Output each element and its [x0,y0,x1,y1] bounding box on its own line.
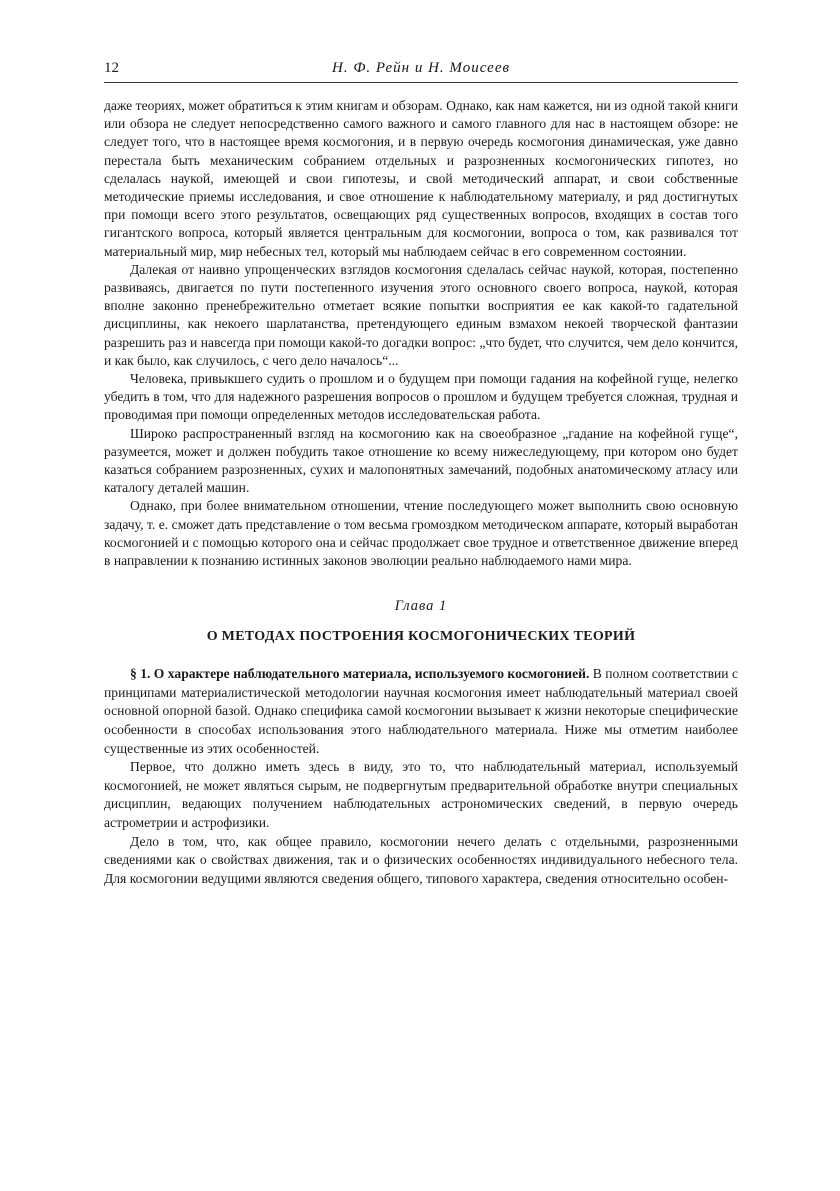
paragraph: Первое, что должно иметь здесь в виду, это то, что наблюдательный материал, используемый космогонией, не может являться сырым, не подвергнутым предварительной обработке внутри специальных дисциплин, ведающих получением наблюдательных астрономических сведений, в первую очередь астрометрии и астрофизики. [104,759,738,831]
page-number: 12 [104,60,119,76]
section-paragraph-text: В полном соответствии с принципами материалистической методологии научная космогония имеет наблюдательный материал своей основной опорной базой. Однако специфика самой космогонии вызывает к жизни некоторые специфические особенности в способах использования этого наблюдательного материала. Ниже мы отметим наиболее существенные из этих особенностей. [104,666,738,756]
paragraph: Человека, привыкшего судить о прошлом и о будущем при помощи гадания на кофейной гуще, нелегко убедить в том, что для надежного разрешения вопросов о прошлом и будущем требуется сложная, трудная и проводимая при помощи определенных методов исследовательская работа. [104,371,738,423]
paragraph: Дело в том, что, как общее правило, космогонии нечего делать с отдельными, разрозненными сведениями как о свойствах движения, так и о физических особенностях индивидуального небесного тела. Для космогонии ведущими являются сведения общего, типового характера, сведения относительно особен- [104,833,738,886]
running-head [104,56,738,83]
chapter-label: Глава 1 [394,598,448,615]
paragraph: Далекая от наивно упрощенческих взглядов космогония сделалась сейчас наукой, которая, постепенно развиваясь, двигается по пути постепенного изучения этого основного своего вопроса, наукой, которая вполне законно пренебрежительно отметает всякие попытки восприятия ее как какой-то гадательной дисциплины, как некоего шарлатанства, претендующего единым взмахом некоей творческой фантазии разрешить раз и навсегда при помощи какой-то догадки вопрос: „что будет, что случится, чем дело кончится, и как было, как случилось, с чего дело началось“... [104,261,738,368]
body-text [104,97,738,570]
paragraph: даже теориях, может обратиться к этим книгам и обзорам. Однако, как нам кажется, ни из одной такой книги или обзора не следует непосредственно самого важного и самого главного для нас в настоящем обзоре: не следует того, что в настоящее время космогония, и в первую очередь космогония динамическая, уже давно перестала быть механическим собранием отдельных и разрозненных космогонических гипотез, но сделалась наукой, имеющей и свои гипотезы, и свой методический аппарат, и свои собственные методические приемы исследования, и свое отношение к наблюдательному материалу, и ряд достигнутых при помощи всего этого результатов, освещающих ряд существенных вопросов, входящих в состав того гигантского вопроса, который является центральным для космогонии, вопроса о том, как развивался тот материальный мир, мир небесных тел, который мы наблюдаем сейчас в его современном состоянии. [104,98,738,259]
paragraph: Однако, при более внимательном отношении, чтение последующего может выполнить свою основную задачу, т. е. сможет дать представление о том весьма громоздком методическом аппарате, который выработан космогонией и с помощью которого она и сейчас продолжает свое трудное и ответственное движение вперед в направлении к познанию истинных законов эволюции реально наблюдаемого нами мира. [104,498,738,569]
section-text [104,665,738,888]
paragraph: Широко распространенный взгляд на космогонию как на своеобразное „гадание на кофейной гуще“, разумеется, может и должен побудить такое отношение ко всему нижеследующему, при котором оно будет казаться собранием разрозненных, сухих и малопонятных замечаний, подобных анатомическому атласу или каталогу деталей машин. [104,425,738,496]
page [104,56,738,888]
chapter-title: О МЕТОДАХ ПОСТРОЕНИЯ КОСМОГОНИЧЕСКИХ ТЕОРИЙ [206,629,636,645]
section-first-paragraph [104,665,738,758]
section-heading: § 1. О характере наблюдательного материала, используемого космогонией. [130,666,590,682]
running-head-authors: Н. Ф. Рейн и Н. Моисеев [331,60,511,76]
